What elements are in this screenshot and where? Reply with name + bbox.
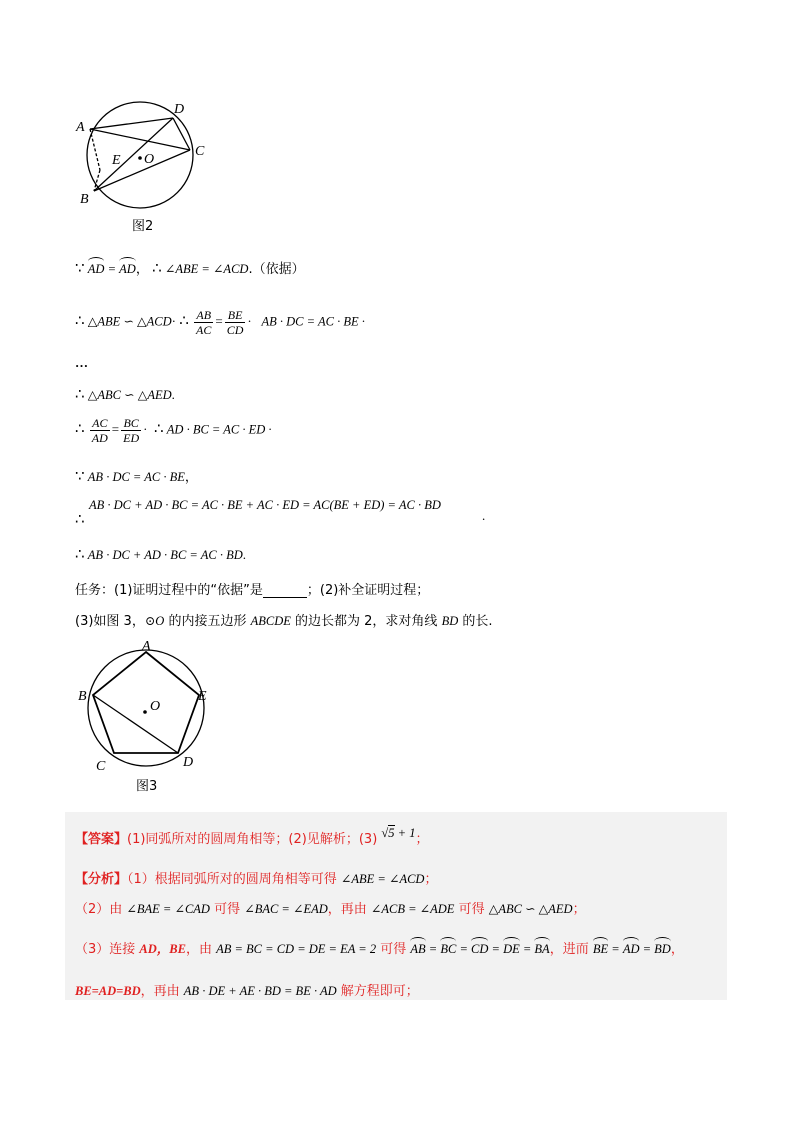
text-2: 可得 bbox=[209, 902, 245, 917]
label-d: D bbox=[174, 102, 185, 117]
task-text-3: 的边长都为 2，求对角线 bbox=[290, 614, 442, 629]
arc-bd: BD bbox=[654, 942, 671, 956]
arc-ad-2: AD bbox=[119, 262, 136, 276]
label-a: A bbox=[76, 120, 85, 135]
text-3: 可得 bbox=[376, 942, 411, 957]
label-e: E bbox=[198, 689, 207, 704]
expr-3: ∠ACB = ∠ADE bbox=[370, 902, 455, 916]
denominator: ED bbox=[123, 431, 140, 445]
text: （3）连接 bbox=[75, 942, 140, 957]
therefore-symbol-2: ∴ bbox=[153, 419, 164, 438]
equals: = bbox=[111, 421, 120, 437]
because-symbol: ∵ bbox=[75, 467, 85, 485]
fraction-be-cd bbox=[225, 308, 246, 337]
therefore-symbol: ∴ bbox=[152, 259, 162, 277]
expr-2: ∠BAC = ∠EAD bbox=[244, 902, 328, 916]
therefore-symbol: ∴ bbox=[75, 510, 85, 528]
comma: ， bbox=[135, 262, 149, 277]
figure-2-diagram bbox=[70, 95, 220, 235]
task-line-1 bbox=[75, 579, 429, 598]
proof-line-8 bbox=[75, 545, 246, 563]
circle-o-symbol: ⊙O bbox=[144, 614, 165, 628]
proof-line-7 bbox=[75, 497, 441, 513]
analysis-text: （1）根据同弧所对的圆周角相等可得 bbox=[127, 872, 341, 887]
plus-one: + 1 bbox=[394, 826, 416, 840]
analysis-line-1 bbox=[75, 868, 437, 887]
fraction-ac-ad bbox=[90, 416, 110, 445]
task-line-2 bbox=[75, 610, 493, 629]
figure-2-caption: 图2 bbox=[132, 219, 154, 234]
because-symbol: ∵ bbox=[75, 259, 85, 277]
answer-text: (1)同弧所对的圆周角相等；(2)见解析；(3) bbox=[127, 832, 382, 847]
semicolon: ； bbox=[572, 902, 586, 917]
dot: · bbox=[143, 421, 148, 437]
similar-triangles: △ABE ∽ △ACD bbox=[87, 314, 172, 329]
equal-segments: BE=AD=BD bbox=[75, 984, 141, 998]
polygon-name: ABCDE bbox=[250, 614, 291, 628]
comma: ， bbox=[184, 470, 198, 485]
label-b: B bbox=[78, 689, 87, 704]
sqrt-value: 5 bbox=[388, 826, 395, 840]
figure-3-caption: 图3 bbox=[136, 779, 158, 794]
equals: = bbox=[215, 313, 223, 329]
answer-blank[interactable] bbox=[263, 585, 307, 598]
ptolemy-equation: AB · DE + AE · BD = BE · AD bbox=[183, 984, 337, 998]
therefore-symbol: ∴ bbox=[75, 419, 85, 438]
answer-tag: 【答案】 bbox=[75, 832, 128, 847]
arc-be: BE bbox=[592, 942, 609, 956]
text: ，再由 bbox=[140, 984, 184, 999]
proof-line-7-period: . bbox=[482, 508, 486, 523]
denominator: AD bbox=[91, 431, 108, 445]
numerator: AC bbox=[90, 416, 110, 431]
similar-triangles: △ABC ∽ △AED bbox=[87, 388, 172, 402]
pentagon-abcde bbox=[93, 652, 199, 753]
comma: ， bbox=[670, 942, 684, 957]
numerator: BE bbox=[225, 308, 246, 323]
numerator: BC bbox=[121, 416, 141, 431]
therefore-symbol: ∴ bbox=[75, 385, 85, 403]
proof-line-6 bbox=[75, 466, 198, 485]
proof-line-7-therefore bbox=[75, 510, 85, 528]
text-3: ，再由 bbox=[327, 902, 371, 917]
label-d: D bbox=[183, 755, 194, 770]
basis-note: .（依据） bbox=[248, 262, 305, 277]
analysis-line-4 bbox=[75, 980, 419, 999]
arc-cd: CD bbox=[471, 942, 489, 956]
fraction-bc-ed bbox=[121, 416, 141, 445]
answer-line bbox=[75, 828, 428, 847]
circle-o bbox=[88, 650, 204, 766]
text-2: 解方程即可； bbox=[336, 984, 419, 999]
equals: = bbox=[425, 942, 441, 956]
diagonal-bd bbox=[93, 695, 178, 753]
analysis-line-2 bbox=[75, 898, 586, 917]
expr-1: ∠BAE = ∠CAD bbox=[126, 902, 210, 916]
label-c: C bbox=[96, 759, 106, 774]
segment-bd: BD bbox=[441, 614, 459, 628]
expanded-equation: AB · DC + AD · BC = AC · BE + AC · ED = AC(BE + ED) = AC · BD bbox=[89, 498, 441, 512]
angle-equation: ∠ABE = ∠ACD bbox=[340, 872, 425, 886]
therefore-symbol-2: ∴ bbox=[179, 311, 189, 330]
product-equation: AB · DC = AC · BE bbox=[87, 470, 185, 484]
text-2: ，由 bbox=[185, 942, 217, 957]
label-e: E bbox=[112, 153, 121, 168]
proof-ellipsis: … bbox=[75, 355, 88, 370]
task-text-4: 的长. bbox=[458, 614, 493, 629]
segments: AD，BE bbox=[139, 942, 186, 956]
task-text-2: 的内接五边形 bbox=[164, 614, 251, 629]
task-text: 任务：(1)证明过程中的“依据”是 bbox=[75, 583, 263, 598]
arc-bc: BC bbox=[440, 942, 457, 956]
figure-3-diagram bbox=[74, 640, 224, 795]
sqrt-expression: √5 + 1 bbox=[381, 826, 416, 840]
dot: · bbox=[171, 313, 176, 329]
arc-de: DE bbox=[503, 942, 520, 956]
analysis-line-3: （3）连接 AD，BE，由 AB = BC = CD = DE = EA = 2 可得 AB = BC = CD = DE = BA，进而 BE = AD = BD， bbox=[75, 942, 684, 957]
arc-ad: AD bbox=[622, 942, 640, 956]
denominator: CD bbox=[226, 323, 244, 337]
task-text: (3)如图 3， bbox=[75, 614, 145, 629]
label-b: B bbox=[80, 192, 89, 207]
expr-4: △ABC ∽ △AED bbox=[488, 902, 573, 916]
product-equation: AB · DC = AC · BE · bbox=[261, 314, 365, 329]
product-equation: AD · BC = AC · ED · bbox=[166, 422, 272, 437]
label-a: A bbox=[142, 640, 151, 654]
arc-ba: BA bbox=[534, 942, 550, 956]
arc-ad: AD bbox=[87, 262, 105, 276]
semicolon: ； bbox=[424, 872, 438, 887]
label-c: C bbox=[195, 144, 205, 159]
fraction-ab-ac bbox=[194, 308, 213, 337]
equals: = bbox=[104, 262, 120, 276]
denominator: AC bbox=[196, 323, 212, 337]
numerator: AB bbox=[194, 308, 213, 323]
therefore-symbol: ∴ bbox=[75, 311, 85, 330]
label-o: O bbox=[144, 152, 155, 167]
text-4: ，进而 bbox=[549, 942, 593, 957]
period: . bbox=[171, 387, 175, 402]
task-text-2: ；(2)补全证明过程； bbox=[306, 583, 430, 598]
text-4: 可得 bbox=[454, 902, 489, 917]
semicolon: ； bbox=[415, 832, 429, 847]
therefore-symbol: ∴ bbox=[75, 545, 85, 563]
proof-line-2 bbox=[75, 308, 365, 337]
proof-line-4 bbox=[75, 385, 175, 403]
analysis-tag: 【分析】 bbox=[75, 872, 128, 887]
arc-ab: AB bbox=[410, 942, 426, 956]
text: （2）由 bbox=[75, 902, 127, 917]
angle-equation: ∠ABE = ∠ACD bbox=[164, 262, 249, 276]
dot: · bbox=[247, 313, 252, 329]
label-o: O bbox=[150, 699, 161, 714]
side-lengths: AB = BC = CD = DE = EA = 2 bbox=[216, 942, 377, 956]
proof-line-5 bbox=[75, 416, 272, 445]
period: . bbox=[242, 547, 246, 562]
proof-line-1 bbox=[75, 258, 305, 277]
ptolemy-equation: AB · DC + AD · BC = AC · BD bbox=[87, 548, 243, 562]
